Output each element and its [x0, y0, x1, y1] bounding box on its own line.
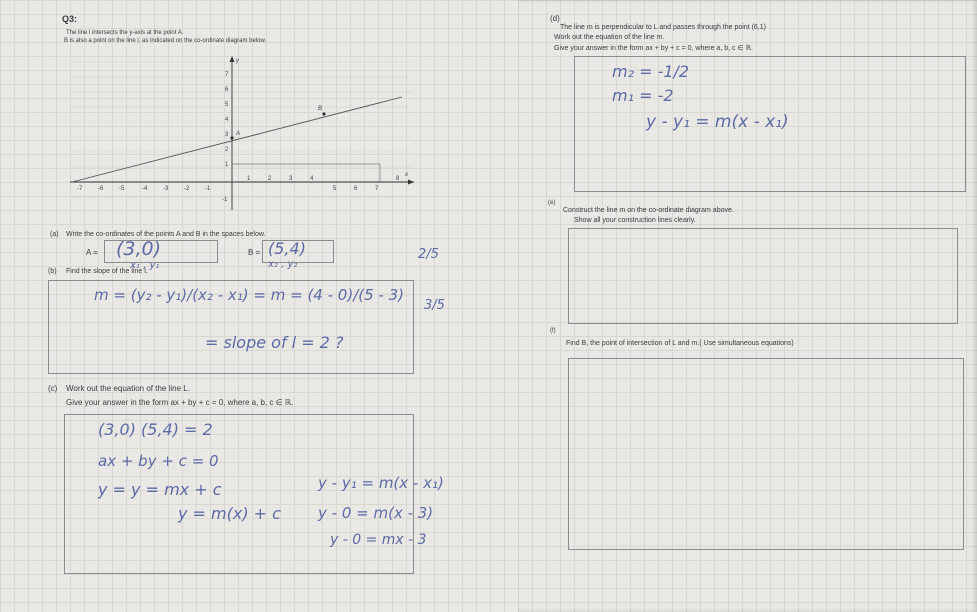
- part-f-line-1: Find B, the point of intersection of L and m.( Use simultaneous equations): [566, 340, 794, 347]
- part-c-work-5: y - y₁ = m(x - x₁): [318, 474, 444, 492]
- point-a-answer: (3,0): [116, 238, 162, 260]
- part-c-work-6: y - 0 = m(x - 3): [318, 504, 434, 522]
- intro-line-2: B is also a point on the line l, as indicated on the co-ordinate diagram below.: [64, 38, 267, 44]
- tick-x-5: 5: [333, 186, 337, 192]
- tick-y-5: 5: [225, 102, 229, 108]
- part-f-label: (f): [550, 328, 556, 334]
- part-d-work-1: m₂ = -1/2: [612, 62, 690, 81]
- part-f-answer-box[interactable]: [568, 358, 964, 550]
- tick-y-2: 2: [225, 147, 229, 153]
- part-b-work-line-2: = slope of l = 2 ?: [205, 333, 344, 352]
- point-b-prefix: B =: [248, 248, 261, 257]
- part-c-work-3: y = y = mx + c: [98, 480, 222, 499]
- point-b-answer: (5,4): [268, 239, 306, 258]
- tick-y-neg1: -1: [222, 197, 228, 203]
- tick-x-neg6: -6: [98, 186, 104, 192]
- part-c-work-1: (3,0) (5,4) = 2: [98, 420, 213, 439]
- part-d-work-2: m₁ = -2: [612, 86, 674, 105]
- part-d-work-3: y - y₁ = m(x - x₁): [646, 112, 789, 132]
- part-c-work-7: y - 0 = mx - 3: [330, 532, 427, 548]
- right-worksheet-page: [518, 0, 977, 612]
- tick-x-1: 1: [247, 176, 251, 182]
- part-c-work-4: y = m(x) + c: [178, 504, 281, 523]
- tick-x-8: 8: [396, 176, 400, 182]
- tick-y-7: 7: [225, 72, 229, 78]
- tick-x-neg1: -1: [205, 186, 211, 192]
- part-b-label: (b): [48, 268, 57, 275]
- part-c-label: (c): [48, 384, 58, 393]
- tick-x-neg2: -2: [184, 186, 190, 192]
- tick-y-3: 3: [225, 132, 229, 138]
- coordinate-graph: [62, 52, 422, 216]
- part-b-work-line-1: m = (y₂ - y₁)/(x₂ - x₁) = m = (4 - 0)/(5 - 3): [94, 286, 404, 304]
- point-a: [230, 136, 233, 139]
- intro-line-1: The line l intersects the y-axis at the point A.: [66, 30, 184, 36]
- y-axis-label: y: [236, 58, 239, 64]
- part-d-label: (d): [550, 14, 560, 23]
- part-e-line-2: Show all your construction lines clearly.: [574, 217, 696, 224]
- part-c-question: Work out the equation of the line L.: [66, 384, 190, 393]
- part-e-answer-box[interactable]: [568, 228, 958, 324]
- part-a-label: (a): [50, 231, 59, 238]
- tick-y-1: 1: [225, 162, 229, 168]
- part-a-margin-mark: 2/5: [418, 247, 439, 262]
- point-b-label: B: [318, 106, 323, 112]
- part-d-line-2: Work out the equation of the line m.: [554, 34, 665, 41]
- point-b-note: x₂ , y₂: [268, 259, 298, 270]
- part-d-line-3: Give your answer in the form ax + by + c = 0, where a, b, c ∈ ℝ.: [554, 45, 753, 52]
- tick-y-6: 6: [225, 87, 229, 93]
- tick-x-3: 3: [289, 176, 293, 182]
- point-a-label: A: [236, 131, 241, 137]
- question-label: Q3:: [62, 14, 78, 24]
- tick-x-7: 7: [375, 186, 379, 192]
- point-a-note: x₁ , y₁: [130, 260, 160, 271]
- part-c-work-2: ax + by + c = 0: [98, 452, 219, 470]
- part-c-instruction: Give your answer in the form ax + by + c = 0, where a, b, c ∈ ℝ.: [66, 398, 294, 407]
- point-a-prefix: A =: [86, 248, 98, 257]
- part-e-label: (e): [548, 200, 556, 206]
- line-l: [72, 97, 402, 182]
- part-e-line-1: Construct the line m on the co-ordinate diagram above.: [563, 207, 734, 214]
- tick-x-4: 4: [310, 176, 314, 182]
- tick-x-neg4: -4: [142, 186, 148, 192]
- tick-x-6: 6: [354, 186, 358, 192]
- part-b-margin-mark: 3/5: [424, 298, 445, 313]
- tick-x-neg7: -7: [77, 186, 83, 192]
- tick-x-neg5: -5: [119, 186, 125, 192]
- point-b: [322, 112, 325, 115]
- part-a-question: Write the co-ordinates of the points A and B in the spaces below.: [66, 231, 266, 238]
- part-d-line-1: The line m is perpendicular to L and passes through the point (6,1): [560, 24, 766, 31]
- part-b-question: Find the slope of the line l.: [66, 268, 148, 275]
- tick-x-neg3: -3: [163, 186, 169, 192]
- tick-y-4: 4: [225, 117, 229, 123]
- tick-x-2: 2: [268, 176, 272, 182]
- x-axis-label: x: [405, 172, 408, 178]
